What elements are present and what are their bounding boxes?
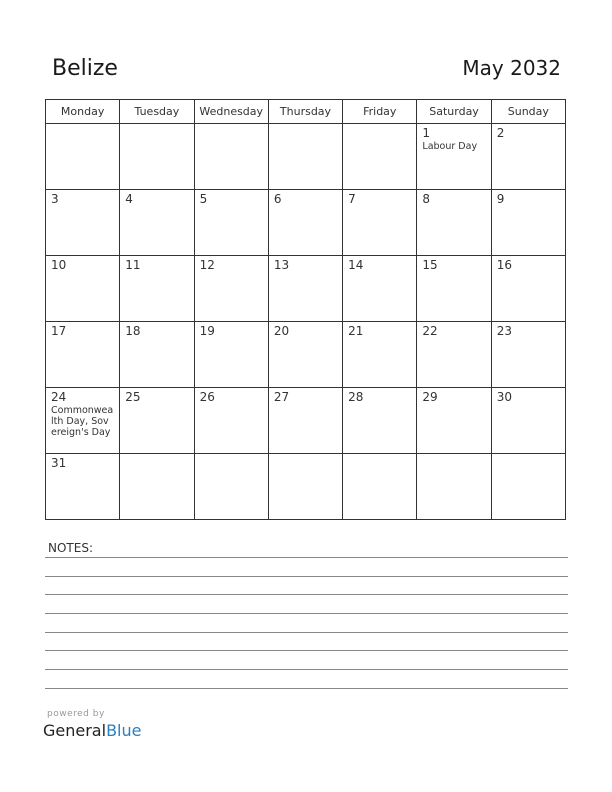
notes-line — [45, 557, 568, 558]
day-cell[interactable] — [194, 256, 268, 322]
logo-general: General — [43, 721, 107, 740]
weekday-header-row — [46, 100, 566, 124]
day-number: 8 — [422, 192, 431, 206]
day-number: 27 — [273, 390, 290, 404]
day-cell[interactable] — [46, 256, 120, 322]
day-cell[interactable] — [194, 388, 268, 454]
day-cell[interactable] — [417, 322, 491, 388]
generalblue-logo[interactable] — [43, 721, 141, 740]
day-cell[interactable] — [343, 322, 417, 388]
day-cell[interactable] — [268, 124, 342, 190]
day-cell[interactable] — [491, 190, 565, 256]
day-number: 10 — [51, 258, 67, 272]
day-cell[interactable] — [491, 322, 565, 388]
weekday-thursday: Thursday — [268, 100, 342, 124]
weekday-saturday: Saturday — [417, 100, 491, 124]
day-number: 4 — [125, 192, 133, 206]
day-cell[interactable] — [194, 322, 268, 388]
day-cell[interactable] — [120, 454, 194, 520]
day-number: 17 — [51, 324, 67, 338]
day-cell[interactable] — [268, 454, 342, 520]
day-cell[interactable] — [417, 124, 491, 190]
notes-line — [45, 669, 568, 670]
day-number: 23 — [496, 324, 512, 338]
day-cell[interactable] — [491, 454, 565, 520]
day-number: 30 — [496, 390, 512, 404]
country-title: Belize — [52, 56, 118, 81]
notes-line — [45, 632, 568, 633]
day-cell[interactable] — [268, 388, 342, 454]
day-cell[interactable] — [491, 256, 565, 322]
day-cell[interactable] — [194, 454, 268, 520]
notes-label: NOTES: — [48, 541, 93, 555]
notes-line — [45, 613, 568, 614]
holiday-label: Commonwealth Day, Sovereign's Day — [51, 405, 114, 438]
day-cell[interactable] — [417, 190, 491, 256]
month-year-title: May 2032 — [462, 56, 561, 80]
weekday-friday: Friday — [343, 100, 417, 124]
day-number: 29 — [422, 390, 438, 404]
powered-by-text: powered by — [47, 709, 105, 719]
day-cell[interactable] — [46, 388, 120, 454]
weekday-tuesday: Tuesday — [120, 100, 194, 124]
day-number: 31 — [51, 456, 67, 470]
logo-blue: Blue — [106, 721, 142, 740]
notes-line — [45, 650, 568, 651]
day-cell[interactable] — [491, 388, 565, 454]
day-number: 5 — [199, 192, 208, 206]
day-cell[interactable] — [120, 322, 194, 388]
notes-line — [45, 594, 568, 595]
day-cell[interactable] — [343, 256, 417, 322]
day-number: 18 — [125, 324, 141, 338]
day-cell[interactable] — [46, 124, 120, 190]
calendar-grid — [45, 99, 566, 520]
day-number: 28 — [348, 390, 364, 404]
day-cell[interactable] — [46, 454, 120, 520]
notes-line — [45, 688, 568, 689]
day-cell[interactable] — [46, 322, 120, 388]
day-number: 21 — [348, 324, 364, 338]
day-number: 24 — [51, 390, 67, 404]
day-number: 22 — [422, 324, 438, 338]
day-cell[interactable] — [268, 322, 342, 388]
day-cell[interactable] — [46, 190, 120, 256]
week-row — [46, 124, 566, 190]
day-number: 26 — [199, 390, 215, 404]
holiday-label: Labour Day — [422, 141, 478, 152]
day-number: 7 — [348, 192, 356, 206]
day-cell[interactable] — [268, 190, 342, 256]
day-number: 19 — [199, 324, 215, 338]
day-number: 14 — [348, 258, 364, 272]
day-cell[interactable] — [343, 454, 417, 520]
week-row — [46, 388, 566, 454]
day-cell[interactable] — [120, 124, 194, 190]
day-cell[interactable] — [417, 256, 491, 322]
day-cell[interactable] — [343, 190, 417, 256]
day-number: 11 — [125, 258, 141, 272]
day-number: 15 — [422, 258, 438, 272]
day-cell[interactable] — [268, 256, 342, 322]
day-cell[interactable] — [194, 190, 268, 256]
day-number: 12 — [199, 258, 215, 272]
day-number: 20 — [273, 324, 290, 338]
day-cell[interactable] — [343, 124, 417, 190]
day-cell[interactable] — [194, 124, 268, 190]
day-number: 13 — [273, 258, 290, 272]
weekday-wednesday: Wednesday — [194, 100, 268, 124]
day-cell[interactable] — [120, 388, 194, 454]
week-row — [46, 322, 566, 388]
day-cell[interactable] — [417, 454, 491, 520]
day-cell[interactable] — [120, 256, 194, 322]
weekday-monday: Monday — [46, 100, 120, 124]
weekday-sunday: Sunday — [491, 100, 565, 124]
week-row — [46, 454, 566, 520]
day-number: 3 — [51, 192, 59, 206]
day-number: 1 — [422, 126, 431, 140]
day-cell[interactable] — [120, 190, 194, 256]
day-cell[interactable] — [343, 388, 417, 454]
day-number: 16 — [496, 258, 512, 272]
day-number: 6 — [273, 192, 282, 206]
day-number: 25 — [125, 390, 141, 404]
notes-line — [45, 576, 568, 577]
day-cell[interactable] — [491, 124, 565, 190]
day-number: 9 — [496, 192, 505, 206]
week-row — [46, 190, 566, 256]
week-row — [46, 256, 566, 322]
day-cell[interactable] — [417, 388, 491, 454]
day-number: 2 — [496, 126, 505, 140]
